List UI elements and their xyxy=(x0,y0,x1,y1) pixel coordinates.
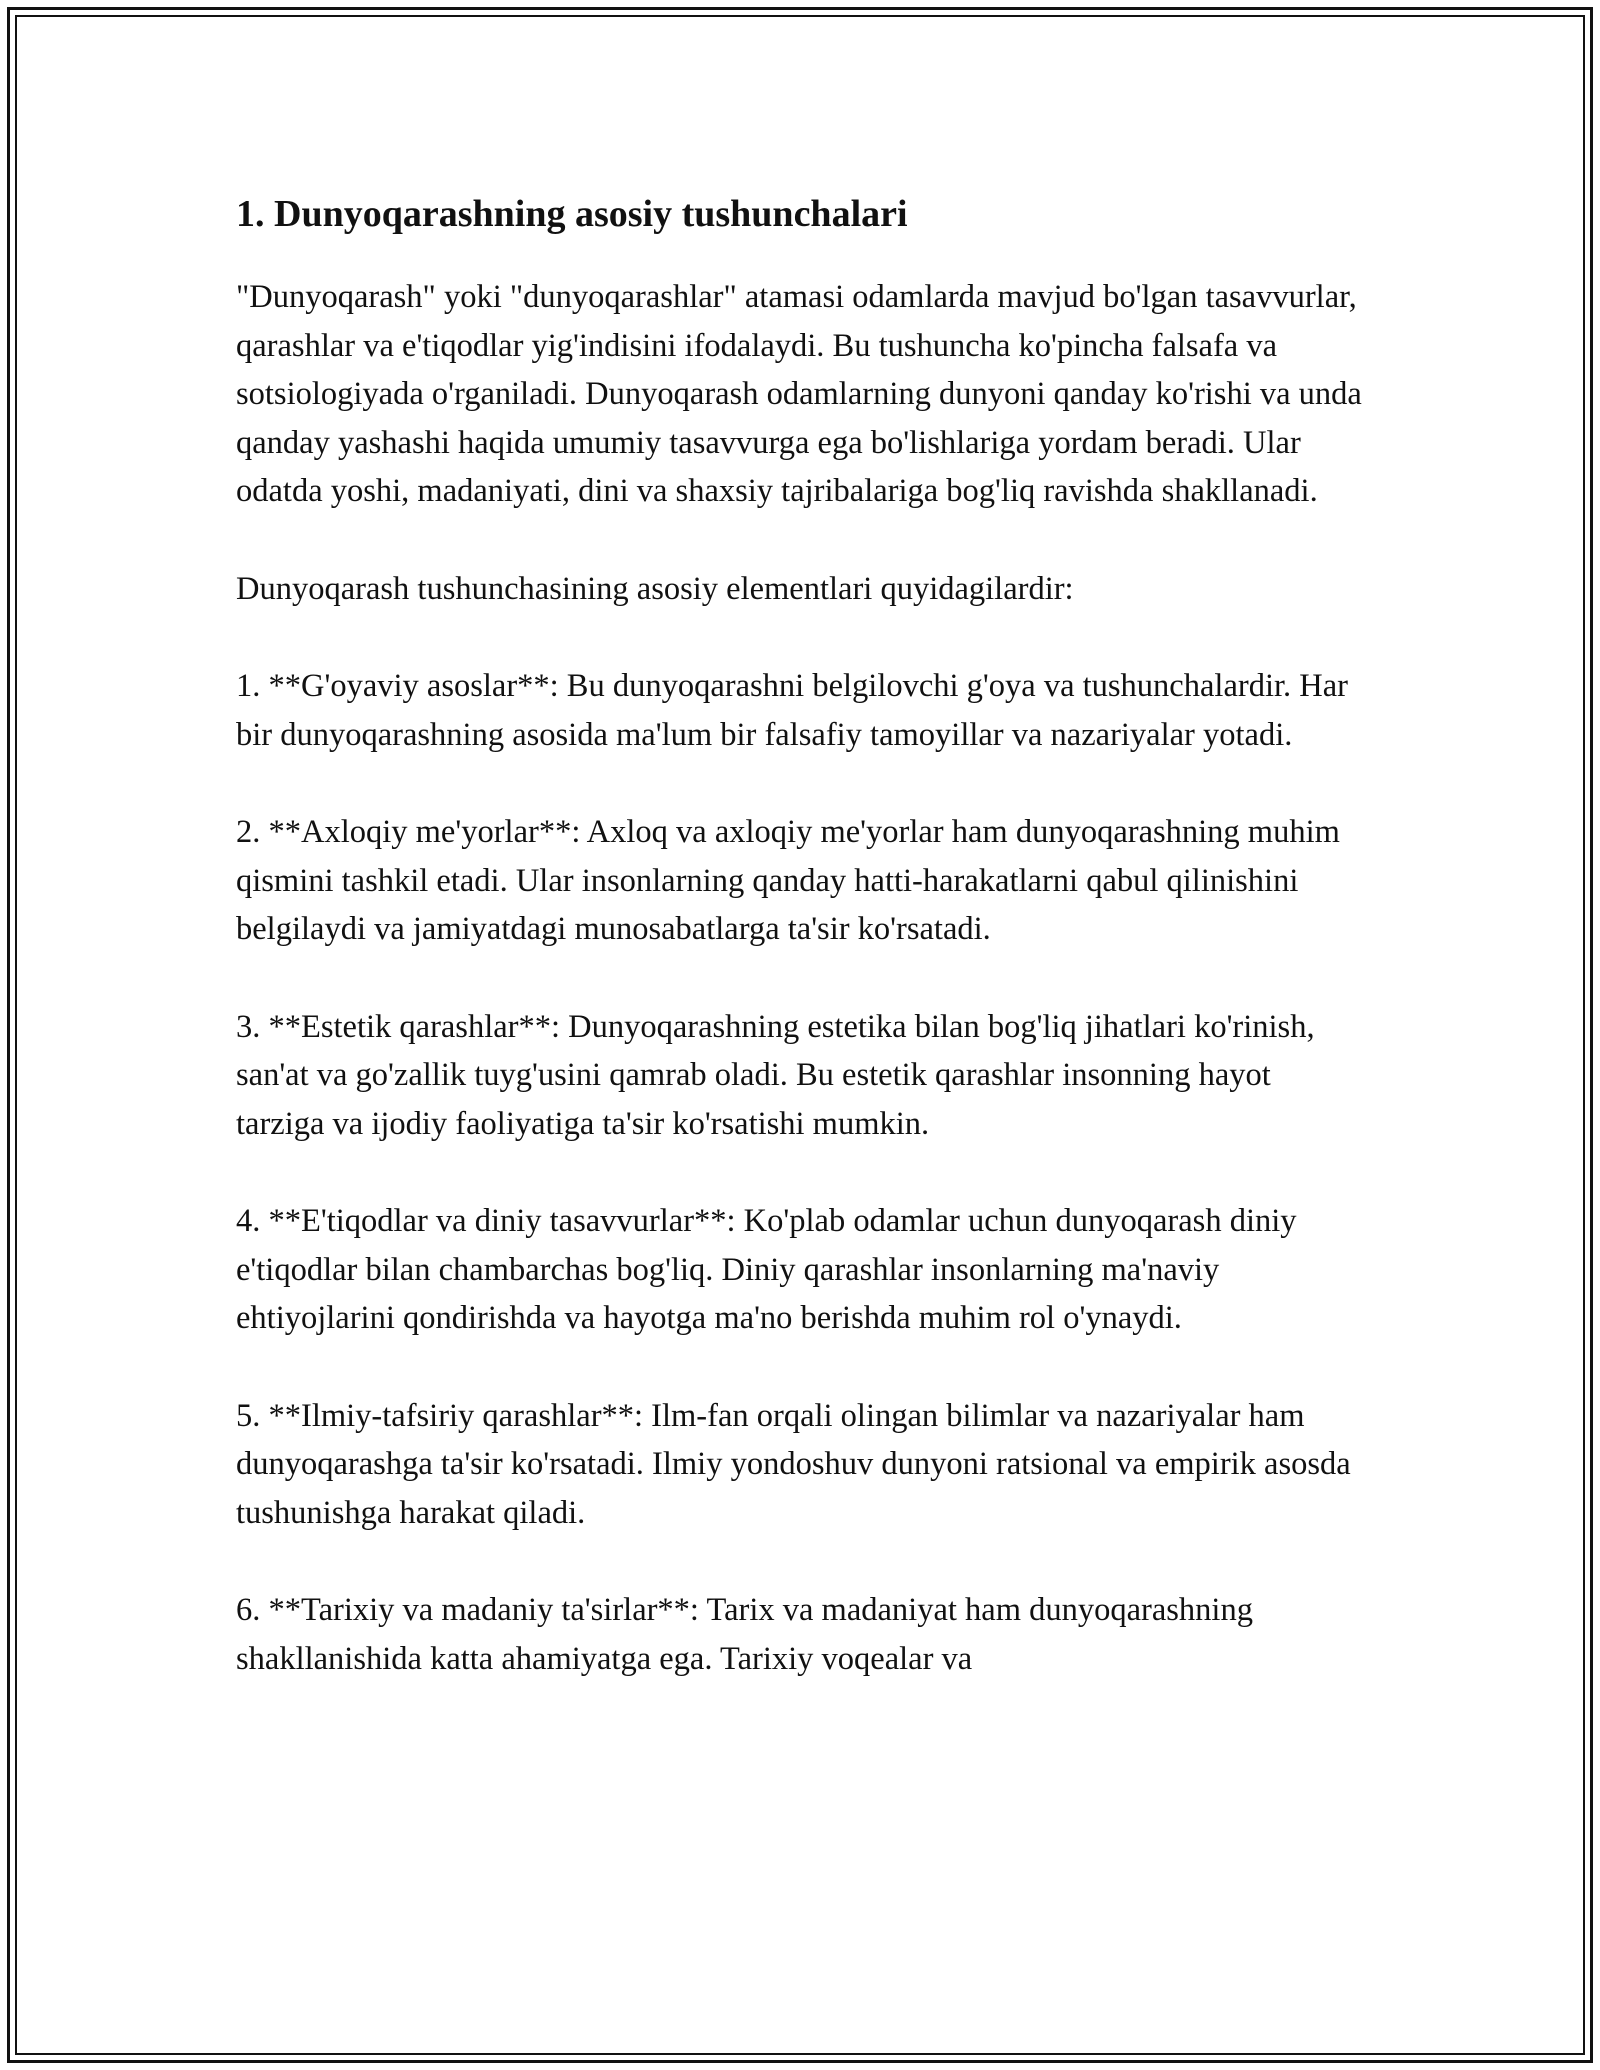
list-item-6: 6. **Tarixiy va madaniy ta'sirlar**: Tarix va madaniyat ham dunyoqarashning shakllanishida katta ahamiyatga ega. Tarixiy voqealar va xyxy=(236,1592,1253,1677)
document-title: 1. Dunyoqarashning asosiy tushunchalari xyxy=(236,193,908,235)
list-item-4: 4. **E'tiqodlar va diniy tasavvurlar**: Ko'plab odamlar uchun dunyoqarash diniy e'tiqodlar bilan chambarchas bog'liq. Diniy qarashlar insonlarning ma'naviy ehtiyojlarini qondirishda va hayotga ma'no berishda muhim rol o'ynaydi. xyxy=(236,1203,1297,1336)
list-item-5: 5. **Ilmiy-tafsiriy qarashlar**: Ilm-fan orqali olingan bilimlar va nazariyalar ham dunyoqarashga ta'sir ko'rsatadi. Ilmiy yondoshuv dunyoni ratsional va empirik asosda tushunishga harakat qiladi. xyxy=(236,1397,1351,1531)
document-body xyxy=(236,186,1366,1732)
list-item-3: 3. **Estetik qarashlar**: Dunyoqarashning estetika bilan bog'liq jihatlari ko'rinish, san'at va go'zallik tuyg'usini qamrab oladi. Bu estetik qarashlar insonning hayot tarziga va ijodiy faoliyatiga ta'sir ko'rsatishi mumkin. xyxy=(236,1008,1315,1142)
intro-paragraph: "Dunyoqarash" yoki "dunyoqarashlar" atamasi odamlarda mavjud bo'lgan tasavvurlar, qarashlar va e'tiqodlar yig'indisini ifodalaydi. Bu tushuncha ko'pincha falsafa va sotsiologiyada o'rganiladi. Dunyoqarash odamlarning dunyoni qanday ko'rishi va unda qanday yashashi haqida umumiy tasavvurga ega bo'lishlariga yordam beradi. Ular odatda yoshi, madaniyati, dini va shaxsiy tajribalariga bog'liq ravishda shakllanadi. xyxy=(236,279,1362,509)
list-item-1: 1. **G'oyaviy asoslar**: Bu dunyoqarashni belgilovchi g'oya va tushunchalardir. Har bir dunyoqarashning asosida ma'lum bir falsafiy tamoyillar va nazariyalar yotadi. xyxy=(236,668,1348,753)
list-item-2: 2. **Axloqiy me'yorlar**: Axloq va axloqiy me'yorlar ham dunyoqarashning muhim qismini tashkil etadi. Ular insonlarning qanday hatti-harakatlarni qabul qilinishini belgilaydi va jamiyatdagi munosabatlarga ta'sir ko'rsatadi. xyxy=(236,814,1340,947)
lead-paragraph: Dunyoqarash tushunchasining asosiy elementlari quyidagilardir: xyxy=(236,570,1074,607)
